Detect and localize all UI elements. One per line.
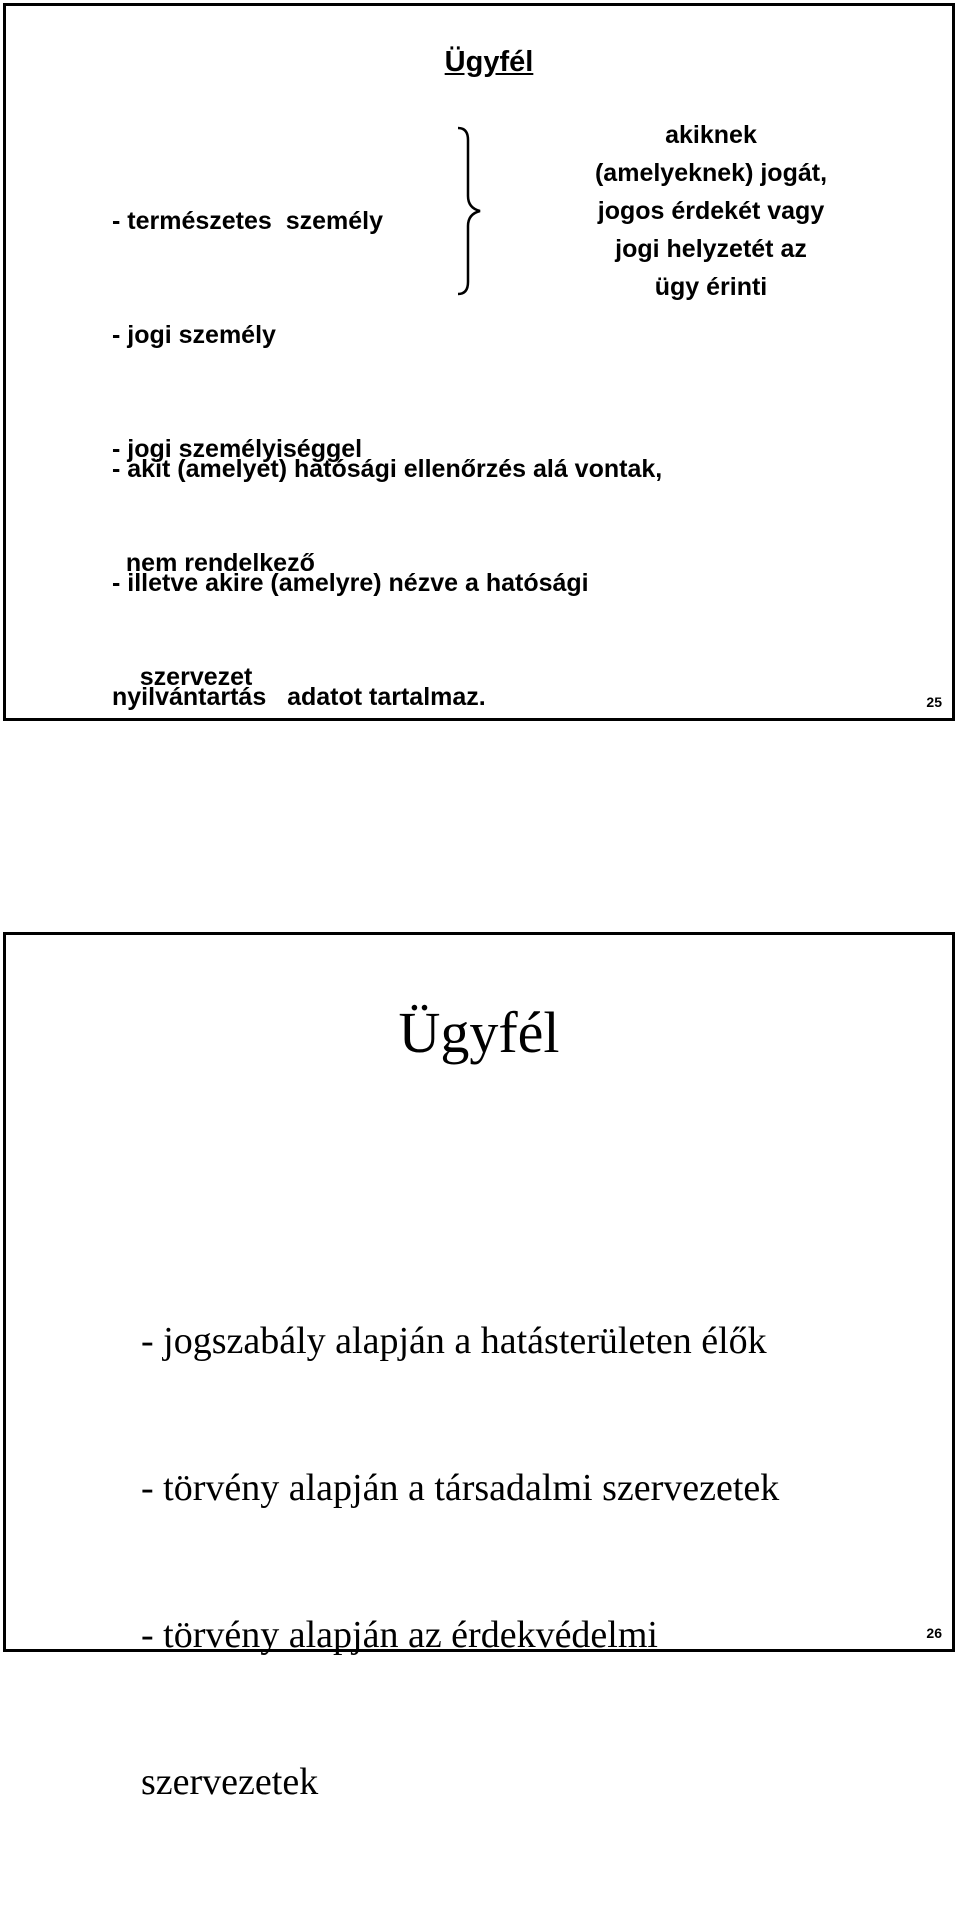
list-item: szervezetek — [141, 1761, 319, 1803]
list-item: - jogszabály alapján a hatásterületen élők — [141, 1320, 767, 1362]
paragraph-line: nyilvántartás adatot tartalmaz. — [112, 683, 486, 711]
list-item: - törvény alapján a társadalmi szervezetek — [141, 1467, 780, 1509]
page-number: 25 — [926, 694, 942, 710]
list-item: szervezet — [112, 663, 253, 691]
description-line: jogi helyzetét az — [615, 235, 807, 263]
paragraph-line: - illetve akire (amelyre) nézve a hatósági — [112, 569, 589, 597]
description-line: akiknek — [665, 121, 757, 149]
slide-25 — [3, 3, 955, 721]
description-line: jogos érdekét vagy — [597, 197, 825, 225]
slide-title: Ügyfél — [444, 46, 534, 78]
list-item: - jogi személyiséggel — [112, 435, 363, 463]
additional-clients-paragraph — [112, 374, 662, 792]
description-line: ügy érinti — [654, 273, 768, 301]
affected-description — [551, 116, 871, 306]
right-brace-icon — [454, 126, 484, 296]
list-item: - jogi személy — [112, 321, 276, 349]
paragraph-line: - akit (amelyet) hatósági ellenőrzés alá vontak, — [112, 455, 663, 483]
description-line: (amelyeknek) jogát, — [594, 159, 828, 187]
list-item: nem rendelkező — [112, 549, 315, 577]
client-categories-list — [141, 1219, 779, 1905]
page-number: 26 — [926, 1625, 942, 1641]
list-item: - természetes személy — [112, 207, 383, 235]
list-item: - törvény alapján az érdekvédelmi — [141, 1614, 658, 1656]
slide-title: Ügyfél — [398, 1000, 560, 1065]
slide-26 — [3, 932, 955, 1803]
